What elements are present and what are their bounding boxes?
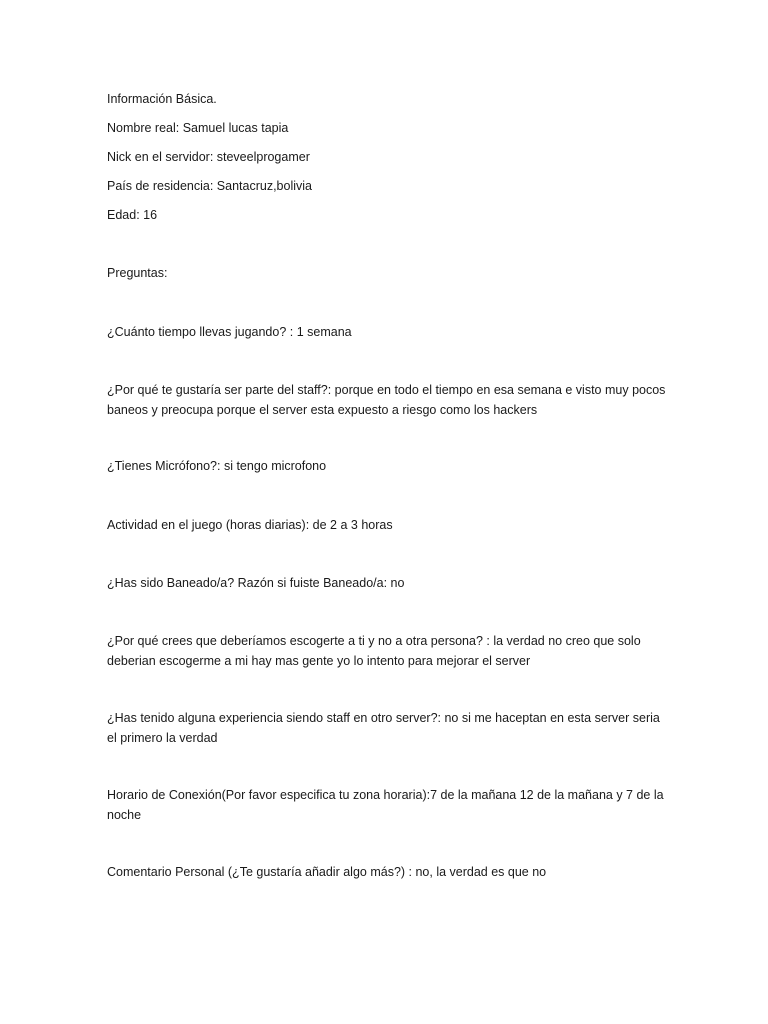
field-edad: Edad: 16 (107, 208, 158, 222)
field-pais: País de residencia: Santacruz,bolivia (107, 179, 312, 193)
question-answer: Horario de Conexión(Por favor especifica tu zona horaria):7 de la mañana 12 de la mañana y 7 de la noche (107, 788, 664, 822)
question-answer: ¿Por qué crees que deberíamos escogerte a ti y no a otra persona? : la verdad no creo que solo deberian escogerme a mi hay mas gente yo lo intento para mejorar el server (107, 634, 641, 668)
question-answer: ¿Has sido Baneado/a? Razón si fuiste Baneado/a: no (107, 576, 405, 590)
question-answer: ¿Cuánto tiempo llevas jugando? : 1 semana (107, 325, 352, 339)
question-answer: ¿Tienes Micrófono?: si tengo microfono (107, 459, 327, 473)
field-nombre-real: Nombre real: Samuel lucas tapia (107, 121, 289, 135)
field-nick: Nick en el servidor: steveelprogamer (107, 150, 310, 164)
questions-heading: Preguntas: (107, 266, 168, 280)
question-answer: ¿Por qué te gustaría ser parte del staff?: porque en todo el tiempo en esa semana e visto muy pocos baneos y preocupa porque el server esta expuesto a riesgo como los hackers (107, 383, 666, 417)
question-answer: Comentario Personal (¿Te gustaría añadir algo más?) : no, la verdad es que no (107, 865, 547, 879)
section-title: Información Básica. (107, 92, 217, 106)
question-answer: Actividad en el juego (horas diarias): de 2 a 3 horas (107, 518, 393, 532)
question-answer: ¿Has tenido alguna experiencia siendo staff en otro server?: no si me haceptan en esta server seria el primero la verdad (107, 711, 660, 745)
